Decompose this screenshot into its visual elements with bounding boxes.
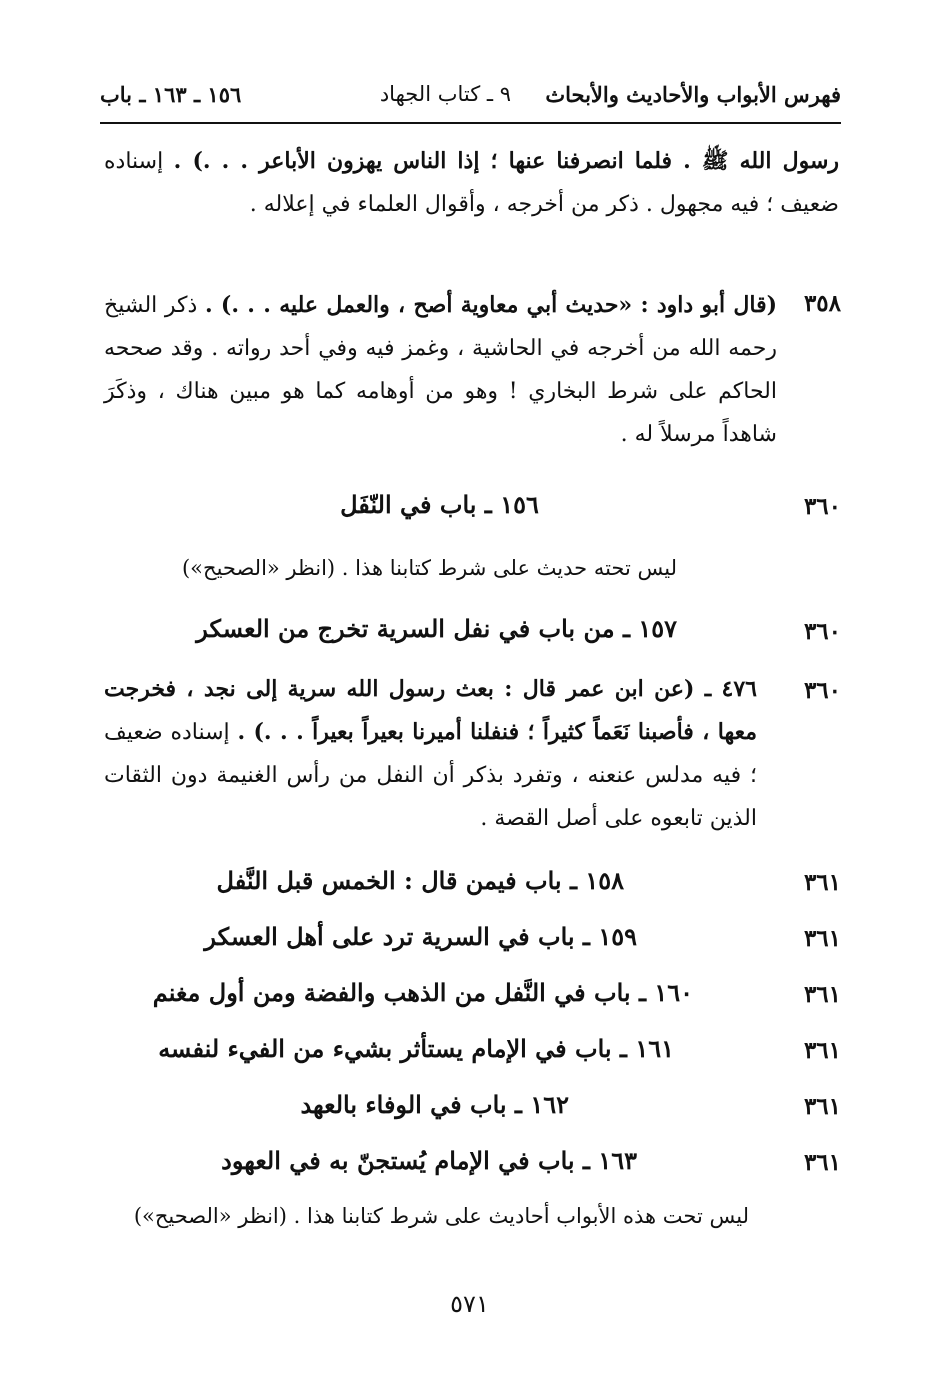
chapter-title: ١٦١ ـ باب في الإمام يستأثر بشيء من الفيء لنفسه — [158, 1034, 674, 1063]
continued-quote: رسول الله ﷺ . فلما انصرفنا عنها ؛ إذا الناس يهزون الأباعر . . .) . — [173, 148, 839, 174]
final-note: ليس تحت هذه الأبواب أحاديث على شرط كتابنا هذا . (انظر «الصحيح») — [133, 1204, 749, 1228]
chapter-page-ref: ٣٦١ — [803, 925, 841, 952]
chapter-page-ref: ٣٦١ — [803, 981, 841, 1008]
chapter-page-ref: ٣٦١ — [803, 1149, 841, 1176]
chapter-title: ١٦٣ ـ باب في الإمام يُستجنّ به في العهود — [221, 1146, 637, 1175]
entry-358 — [104, 284, 777, 456]
chapter-title: ١٥٩ ـ باب في السرية ترد على أهل العسكر — [204, 922, 637, 951]
chapter-157-title: ١٥٧ ـ من باب في نفل السرية تخرج من العسكر — [196, 614, 677, 643]
chapter-title: ١٦٢ ـ باب في الوفاء بالعهد — [300, 1090, 569, 1119]
hadith-476 — [104, 668, 757, 840]
chapter-page-ref: ٣٦١ — [803, 1093, 841, 1120]
entry-358-commentary: ذكر الشيخ رحمه الله من أخرجه في الحاشية ، وغمز فيه وفي أحد رواته . وقد صححه الحاكم على شرط البخاري ! وهو من أوهامه كما هو مبين هناك ، وذكَرَ شاهداً مرسلاً له . — [104, 293, 777, 447]
header-chapter: ٩ ـ كتاب الجهاد — [379, 82, 511, 106]
continued-commentary: إسناده ضعيف ؛ فيه مجهول . ذكر من أخرجه ، وأقوال العلماء في إعلاله . — [104, 149, 839, 217]
continued-paragraph — [104, 140, 839, 226]
chapter-page-ref: ٣٦١ — [803, 1037, 841, 1064]
page-ref-476: ٣٦٠ — [803, 677, 841, 704]
hadith-476-commentary: إسناده ضعيف ؛ فيه مدلس عنعنه ، وتفرد بذكر أن النفل من رأس الغنيمة دون الثقات الذين تابعوه على أصل القصة . — [104, 720, 757, 831]
chapter-title: ١٦٠ ـ باب في النَّفل من الذهب والفضة ومن أول مغنم — [152, 978, 693, 1007]
page-ref-157: ٣٦٠ — [803, 618, 841, 645]
page-ref-358: ٣٥٨ — [803, 290, 841, 317]
chapter-156-title: ١٥٦ ـ باب في النّفَل — [340, 490, 539, 519]
hadith-476-text: ٤٧٦ ـ (عن ابن عمر قال : بعث رسول الله سرية إلى نجد ، فخرجت معها ، فأصبنا نَعَماً كثيراً ؛ فنفلنا أميرنا بعيراً بعيراً . . .) . — [104, 676, 757, 745]
header-range: ١٥٦ ـ ١٦٣ ـ باب — [100, 82, 242, 107]
page-ref-156: ٣٦٠ — [803, 493, 841, 520]
entry-358-quote: (قال أبو داود : «حديث أبي معاوية أصح ، والعمل عليه . . .) . — [204, 292, 778, 318]
running-header — [100, 82, 841, 124]
chapter-page-ref: ٣٦١ — [803, 869, 841, 896]
page-number: ٥٧١ — [450, 1290, 489, 1318]
header-book-section: فهرس الأبواب والأحاديث والأبحاث — [545, 82, 841, 107]
chapter-title: ١٥٨ ـ باب فيمن قال : الخمس قبل النَّفل — [216, 866, 624, 895]
chapter-156-note: ليس تحته حديث على شرط كتابنا هذا . (انظر «الصحيح») — [181, 556, 677, 580]
